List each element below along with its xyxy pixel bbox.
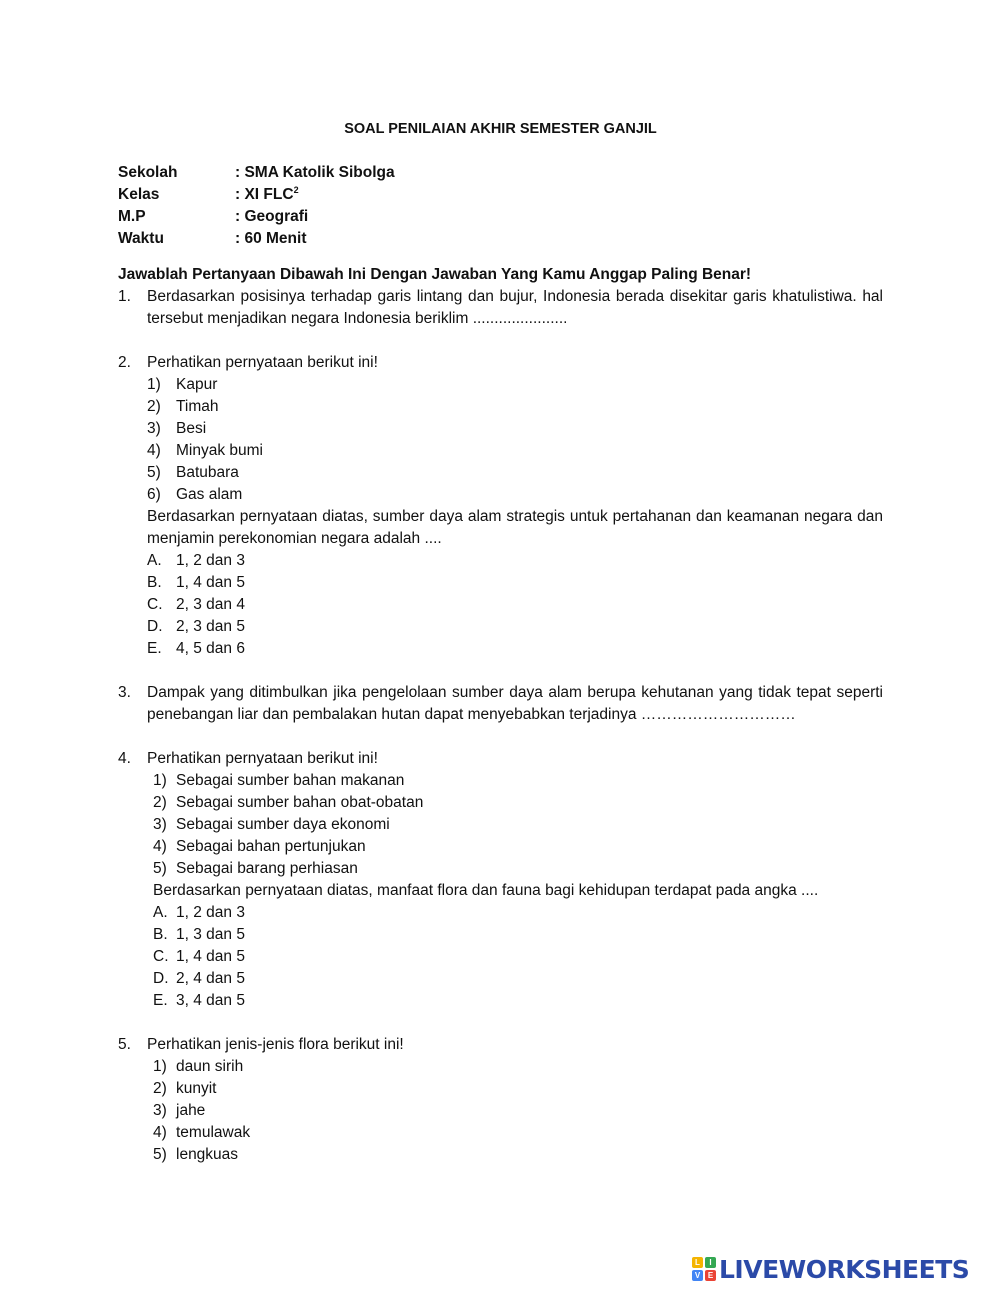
exam-info <box>118 162 883 250</box>
question-number: 3. <box>118 684 131 701</box>
answer-option-a[interactable]: A. 1, 2 dan 3 <box>147 552 245 569</box>
list-item: 2) kunyit <box>153 1080 217 1097</box>
question-stem: Berdasarkan pernyataan diatas, sumber daya alam strategis untuk pertahanan dan keamanan negara dan menjamin perekonomian negara adalah .... <box>147 508 883 547</box>
info-value: : Geografi <box>235 208 309 225</box>
info-label: M.P <box>118 208 146 225</box>
list-item: 5) lengkuas <box>153 1146 239 1163</box>
class-superscript: 2 <box>293 184 299 195</box>
logo-icon-tile: E <box>705 1270 716 1281</box>
list-item: 5) Batubara <box>147 464 239 481</box>
list-item: 4) Sebagai bahan pertunjukan <box>153 838 366 855</box>
question-1 <box>118 286 883 330</box>
question-text: Berdasarkan posisinya terhadap garis lintang dan bujur, Indonesia berada disekitar garis khatulistiwa. hal tersebut menjadikan negara Indonesia beriklim ...................... <box>147 288 883 327</box>
question-number: 2. <box>118 354 131 371</box>
list-item: 4) Minyak bumi <box>147 442 263 459</box>
info-row-subject <box>118 206 883 228</box>
logo-text: LIVEWORKSHEETS <box>719 1254 970 1284</box>
list-item: 1) Sebagai sumber bahan makanan <box>153 772 405 789</box>
info-value <box>235 184 299 206</box>
info-value: : SMA Katolik Sibolga <box>235 164 395 181</box>
info-row-time <box>118 228 883 250</box>
list-item: 2) Sebagai sumber bahan obat-obatan <box>153 794 424 811</box>
logo-icon-tile: V <box>692 1270 703 1281</box>
list-item: 3) Besi <box>147 420 207 437</box>
question-3 <box>118 682 883 726</box>
question-5 <box>118 1034 883 1166</box>
liveworksheets-logo <box>692 1254 969 1284</box>
answer-option-d[interactable]: D. 2, 4 dan 5 <box>153 970 245 987</box>
question-4 <box>118 748 883 1012</box>
answer-option-e[interactable]: E. 4, 5 dan 6 <box>147 640 245 657</box>
info-row-class <box>118 184 883 206</box>
answer-option-e[interactable]: E. 3, 4 dan 5 <box>153 992 245 1009</box>
list-item: 4) temulawak <box>153 1124 251 1141</box>
info-label: Waktu <box>118 230 164 247</box>
info-label: Kelas <box>118 186 160 203</box>
answer-option-c[interactable]: C. 1, 4 dan 5 <box>153 948 245 965</box>
answer-option-c[interactable]: C. 2, 3 dan 4 <box>147 596 245 613</box>
list-item: 5) Sebagai barang perhiasan <box>153 860 358 877</box>
class-value: : XI FLC <box>235 186 294 203</box>
list-item: 3) jahe <box>153 1102 206 1119</box>
info-value: : 60 Menit <box>235 230 307 247</box>
logo-icon-tile: I <box>705 1257 716 1268</box>
question-number: 4. <box>118 750 131 767</box>
question-number: 5. <box>118 1036 131 1053</box>
list-item: 6) Gas alam <box>147 486 243 503</box>
answer-option-a[interactable]: A. 1, 2 dan 3 <box>153 904 245 921</box>
question-text: Dampak yang ditimbulkan jika pengelolaan sumber daya alam berupa kehutanan yang tidak tepat seperti penebangan liar dan pembalakan hutan dapat menyebabkan terjadinya ………………………… <box>147 684 883 723</box>
list-item: 1) daun sirih <box>153 1058 244 1075</box>
info-row-school <box>118 162 883 184</box>
question-text: Perhatikan pernyataan berikut ini! <box>147 354 378 371</box>
question-text: Perhatikan pernyataan berikut ini! <box>147 750 378 767</box>
question-text: Perhatikan jenis-jenis flora berikut ini! <box>147 1036 404 1053</box>
logo-icon <box>692 1257 716 1281</box>
question-number: 1. <box>118 288 131 305</box>
list-item: 2) Timah <box>147 398 219 415</box>
logo-icon-tile: L <box>692 1257 703 1268</box>
question-stem: Berdasarkan pernyataan diatas, manfaat flora dan fauna bagi kehidupan terdapat pada angka .... <box>153 882 819 899</box>
instruction: Jawablah Pertanyaan Dibawah Ini Dengan Jawaban Yang Kamu Anggap Paling Benar! <box>118 266 752 283</box>
question-2 <box>118 352 883 660</box>
list-item: 1) Kapur <box>147 376 218 393</box>
worksheet-page <box>118 118 883 1166</box>
answer-option-b[interactable]: B. 1, 4 dan 5 <box>147 574 245 591</box>
answer-option-b[interactable]: B. 1, 3 dan 5 <box>153 926 245 943</box>
list-item: 3) Sebagai sumber daya ekonomi <box>153 816 390 833</box>
page-title: SOAL PENILAIAN AKHIR SEMESTER GANJIL <box>344 121 657 137</box>
info-label: Sekolah <box>118 164 178 181</box>
answer-option-d[interactable]: D. 2, 3 dan 5 <box>147 618 245 635</box>
